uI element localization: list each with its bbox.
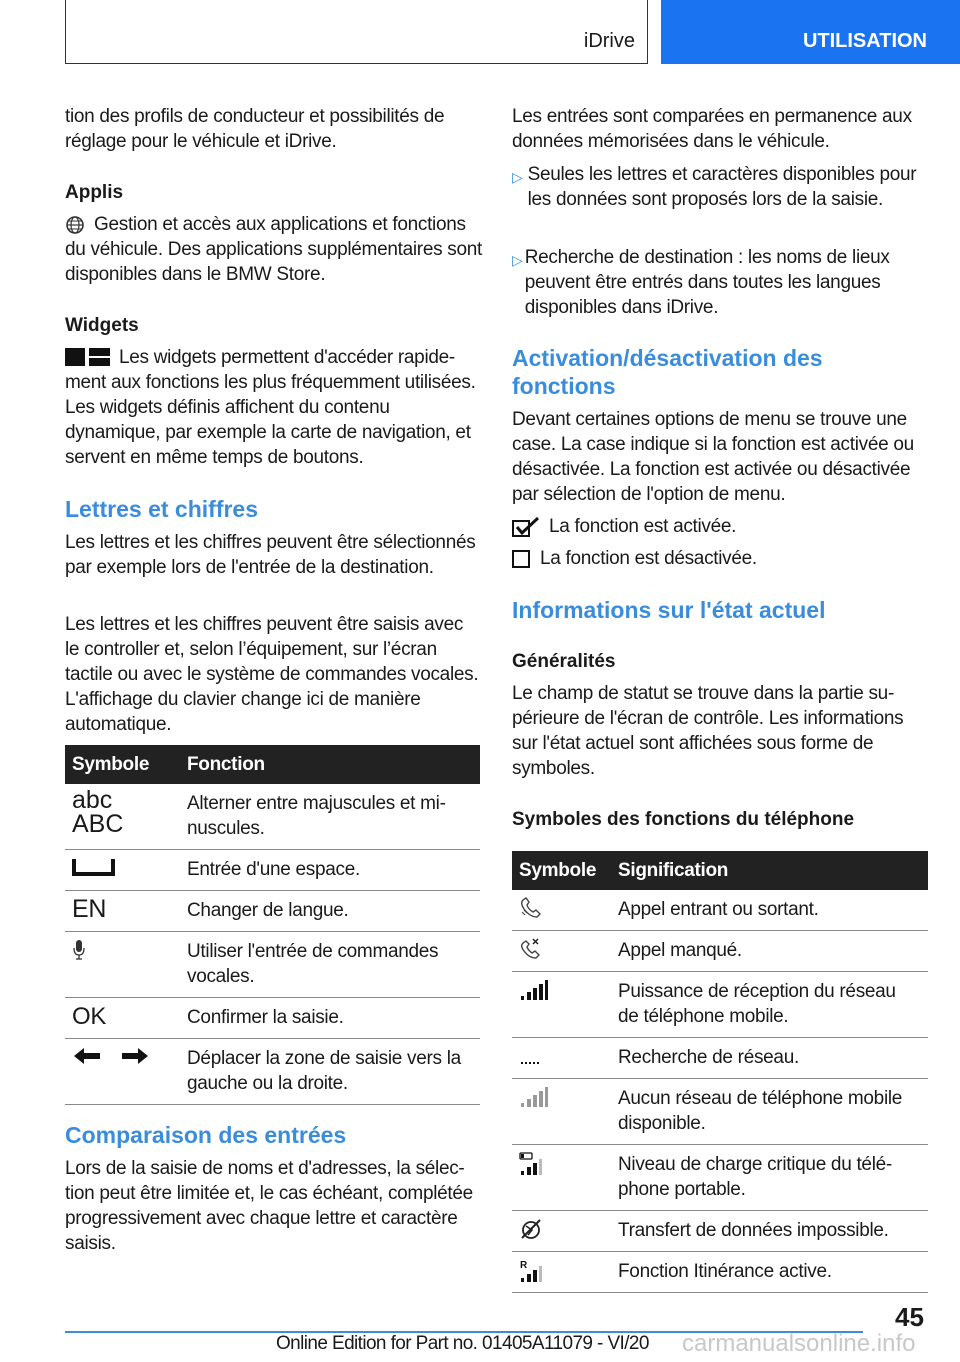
space-icon: [65, 850, 180, 891]
row-text: Appel entrant ou sortant.: [611, 890, 928, 931]
arrows-icon: [65, 1039, 180, 1105]
table-row: [65, 784, 480, 850]
triangle-bullet-icon: ▷: [512, 169, 523, 185]
edition-text: Online Edition for Part no. 01405A11079 - VI/20: [276, 1333, 649, 1354]
comparaison-heading: Comparaison des entrées: [65, 1122, 347, 1148]
table-row: [512, 1079, 928, 1145]
phone-call-icon: [512, 890, 611, 931]
activation-heading: Activation/désactivation des fonctions: [512, 345, 823, 399]
row-text: Changer de langue.: [180, 891, 480, 932]
unchecked-row: [512, 546, 930, 571]
chapter-tab: [661, 0, 960, 64]
bullet-text: Seules les lettres et caractères disponibles pour les données sont proposés lors de la saisie.: [527, 164, 917, 210]
case-toggle-symbol: abc ABC: [65, 784, 180, 850]
widgets-heading: Widgets: [65, 315, 139, 336]
row-text: Aucun réseau de téléphone mobile disponible.: [611, 1079, 928, 1145]
table-row: [512, 931, 928, 972]
table-row: [512, 1252, 928, 1293]
lettres-paragraph-2: Les lettres et les chiffres peuvent être saisis avec le controller et, selon l’équipement, sur l’écran tactile ou avec le système de commandes vocales. L'affichage du clavier change ici de manière automatique.: [65, 614, 479, 735]
generalites-paragraph: Le champ de statut se trouve dans la partie supérieure de l'écran de contrôle. Les informations sur l'état actuel sont affichées sous forme de symboles.: [512, 683, 904, 779]
row-text: Déplacer la zone de saisie vers la gauche ou la droite.: [180, 1039, 480, 1105]
table-row: [65, 850, 480, 891]
missed-call-icon: [512, 931, 611, 972]
phone-symbols-table: [512, 851, 928, 1293]
row-text: Appel manqué.: [611, 931, 928, 972]
row-text: Transfert de données impossible.: [611, 1211, 928, 1252]
svg-text:R: R: [520, 1260, 527, 1271]
checkbox-checked-icon: [512, 517, 540, 537]
bullet-text: Recherche de destination : les noms de lieux peuvent être entrés dans toutes les langues disponibles dans iDrive.: [524, 247, 890, 318]
applis-heading: Applis: [65, 182, 124, 203]
low-battery-icon: [512, 1145, 611, 1211]
section-title: iDrive: [583, 30, 635, 52]
table-row: [65, 998, 480, 1039]
no-data-icon: [512, 1211, 611, 1252]
symboles-heading: Symboles des fonctions du téléphone: [512, 809, 855, 830]
activation-paragraph: Devant certaines options de menu se trouve une case. La case indique si la fonction est activée ou désactivée. La fonction est activée ou désactivée par sélection de l'option de menu.: [512, 409, 914, 505]
triangle-bullet-icon: ▷: [512, 252, 523, 268]
header-box: [65, 0, 648, 64]
comparaison-paragraph: Lors de la saisie de noms et d'adresses, la sélection peut être limitée et, le cas échéant, complétée progressivement avec chaque lettre et caractère saisis.: [65, 1158, 473, 1254]
row-text: Confirmer la saisie.: [180, 998, 480, 1039]
bullet-item: [512, 245, 930, 320]
col-header-symbole: Symbole: [65, 745, 180, 784]
col-header-symbole: Symbole: [512, 851, 611, 890]
table-row: [65, 932, 480, 998]
keyboard-symbols-table: [65, 745, 480, 1105]
globe-icon: [65, 215, 85, 235]
widgets-text: Les widgets permettent d'accéder rapidement aux fonctions les plus fréquemment utilisées. Les widgets définis affichent du contenu dynamique, par exemple la carte de navigation, et servent en même temps de boutons.: [65, 347, 476, 468]
applis-text: Gestion et accès aux applications et fonctions du véhicule. Des applications supplémentaires sont disponibles dans le BMW Store.: [65, 214, 482, 285]
checked-text: La fonction est activée.: [549, 516, 737, 537]
checkbox-unchecked-icon: [512, 550, 530, 568]
row-text: Alterner entre majuscules et minuscules.: [180, 784, 480, 850]
table-row: [512, 1038, 928, 1079]
table-row: [65, 891, 480, 932]
row-text: Utiliser l'entrée de commandes vocales.: [180, 932, 480, 998]
page-number: 45: [895, 1302, 924, 1332]
checked-row: [512, 514, 930, 539]
table-row: [512, 972, 928, 1038]
unchecked-text: La fonction est désactivée.: [540, 548, 757, 569]
chapter-title: UTILISATION: [802, 30, 927, 52]
table-row: [65, 1039, 480, 1105]
widgets-icon: [65, 348, 111, 366]
signal-strength-icon: [512, 972, 611, 1038]
lettres-paragraph-1: Les lettres et les chiffres peuvent être sélectionnés par exemple lors de l'entrée de la destination.: [65, 532, 476, 578]
generalites-heading: Généralités: [512, 651, 616, 672]
row-text: Entrée d'une espace.: [180, 850, 480, 891]
table-row: [512, 890, 928, 931]
lettres-heading: Lettres et chiffres: [65, 496, 259, 522]
row-text: Puissance de réception du réseau de téléphone mobile.: [611, 972, 928, 1038]
table-row: [512, 1145, 928, 1211]
right-intro: Les entrées sont comparées en permanence aux données mémorisées dans le véhicule.: [512, 106, 912, 152]
bullet-item: [512, 162, 930, 212]
table-row: [512, 1211, 928, 1252]
network-search-icon: [512, 1038, 611, 1079]
row-text: Niveau de charge critique du téléphone portable.: [611, 1145, 928, 1211]
etat-heading: Informations sur l'état actuel: [512, 597, 826, 623]
col-header-fonction: Fonction: [180, 745, 480, 784]
microphone-icon: [65, 932, 180, 998]
row-text: Recherche de réseau.: [611, 1038, 928, 1079]
row-text: Fonction Itinérance active.: [611, 1252, 928, 1293]
no-network-icon: [512, 1079, 611, 1145]
roaming-icon: [512, 1252, 611, 1293]
intro-text: tion des profils de conducteur et possibilités de réglage pour le véhicule et iDrive.: [65, 106, 445, 152]
watermark: carmanualsonline.info: [682, 1330, 916, 1357]
applis-paragraph: [65, 212, 482, 287]
col-header-signification: Signification: [611, 851, 928, 890]
widgets-paragraph: [65, 345, 482, 470]
language-symbol: EN: [65, 891, 180, 932]
ok-symbol: OK: [65, 998, 180, 1039]
